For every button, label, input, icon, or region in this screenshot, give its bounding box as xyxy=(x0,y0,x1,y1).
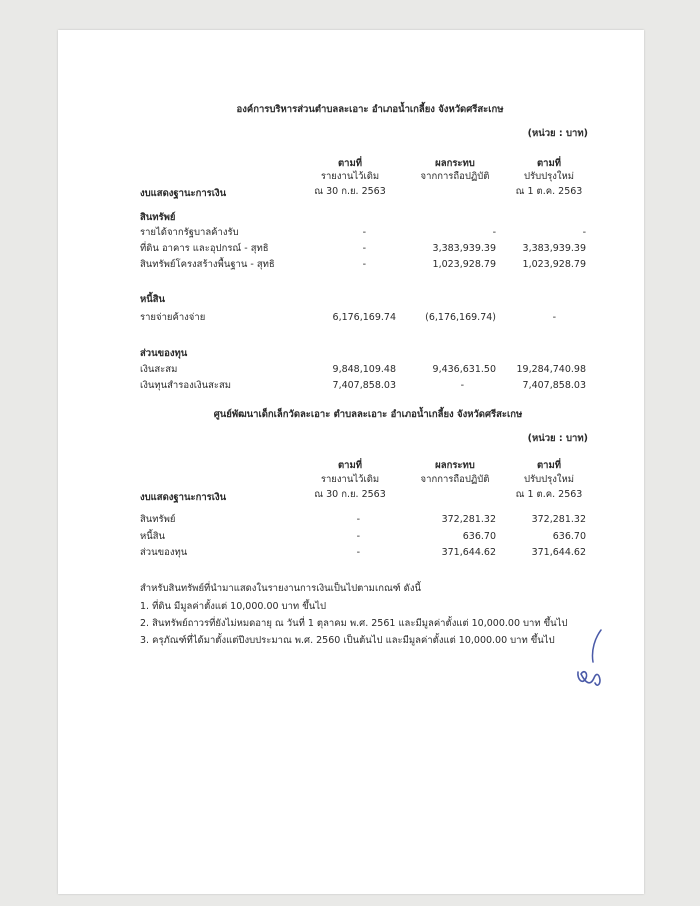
section1-col-original-line3: ณ 30 ก.ย. 2563 xyxy=(314,186,386,197)
row-effect: 3,383,939.39 xyxy=(432,243,496,254)
row-original: 7,407,858.03 xyxy=(332,380,396,391)
row-effect: 372,281.32 xyxy=(441,514,496,525)
row-effect: - xyxy=(460,380,464,391)
row-effect: 1,023,928.79 xyxy=(432,259,496,270)
section1-col-adjusted-line2: ปรับปรุงใหม่ xyxy=(523,171,575,182)
row-adjusted: 1,023,928.79 xyxy=(522,259,586,270)
section1-col-effect-line1: ผลกระทบ xyxy=(435,158,475,169)
row-original: - xyxy=(362,243,366,254)
section1-unit: (หน่วย : บาท) xyxy=(527,128,588,139)
section2-col-effect-line1: ผลกระทบ xyxy=(435,460,475,471)
row-adjusted: 3,383,939.39 xyxy=(522,243,586,254)
row-effect: 636.70 xyxy=(462,531,496,542)
section1-statement-label: งบแสดงฐานะการเงิน xyxy=(140,188,227,199)
section1-title: องค์การบริหารส่วนตำบลละเอาะ อำเภอน้ำเกลี้ยง จังหวัดศรีสะเกษ xyxy=(236,104,504,115)
section1-col-original-line1: ตามที่ xyxy=(337,158,363,169)
row-effect: - xyxy=(492,227,496,238)
row-adjusted: 372,281.32 xyxy=(531,514,586,525)
row-adjusted: 7,407,858.03 xyxy=(522,380,586,391)
section1-col-original-line2: รายงานไว้เดิม xyxy=(320,171,380,182)
row-original: - xyxy=(356,514,360,525)
notes-item-1: 1. ที่ดิน มีมูลค่าตั้งแต่ 10,000.00 บาท ขึ้นไป xyxy=(140,601,326,612)
row-adjusted: - xyxy=(552,312,556,323)
row-label: เงินทุนสำรองเงินสะสม xyxy=(140,380,232,391)
row-label: สินทรัพย์โครงสร้างพื้นฐาน - สุทธิ xyxy=(140,259,275,270)
group-heading-equity: ส่วนของทุน xyxy=(140,348,188,359)
section2-col-adjusted-line3: ณ 1 ต.ค. 2563 xyxy=(515,489,583,500)
notes-item-2: 2. สินทรัพย์ถาวรที่ยังไม่หมดอายุ ณ วันที่ 1 ตุลาคม พ.ศ. 2561 และมีมูลค่าตั้งแต่ 10,000.00 บาท ขึ้นไป xyxy=(140,618,568,629)
section2-col-adjusted-line2: ปรับปรุงใหม่ xyxy=(523,474,575,485)
row-adjusted: 371,644.62 xyxy=(531,547,586,558)
row-original: - xyxy=(356,547,360,558)
section2-title: ศูนย์พัฒนาเด็กเล็กวัดละเอาะ ตำบลละเอาะ อำเภอน้ำเกลี้ยง จังหวัดศรีสะเกษ xyxy=(213,409,523,420)
row-label: ส่วนของทุน xyxy=(140,547,188,558)
row-effect: (6,176,169.74) xyxy=(425,312,496,323)
row-original: 6,176,169.74 xyxy=(332,312,396,323)
section2-col-original-line1: ตามที่ xyxy=(337,460,363,471)
row-label: ที่ดิน อาคาร และอุปกรณ์ - สุทธิ xyxy=(140,243,269,254)
row-original: 9,848,109.48 xyxy=(332,364,396,375)
row-adjusted: 636.70 xyxy=(552,531,586,542)
row-adjusted: - xyxy=(582,227,586,238)
row-label: เงินสะสม xyxy=(140,364,178,375)
row-original: - xyxy=(356,531,360,542)
row-label: หนี้สิน xyxy=(140,531,166,542)
section2-statement-label: งบแสดงฐานะการเงิน xyxy=(140,492,227,503)
row-effect: 9,436,631.50 xyxy=(432,364,496,375)
row-label: รายได้จากรัฐบาลค้างรับ xyxy=(140,227,239,238)
notes-item-3: 3. ครุภัณฑ์ที่ได้มาตั้งแต่ปีงบประมาณ พ.ศ. 2560 เป็นต้นไป และมีมูลค่าตั้งแต่ 10,000.00 บาท ขึ้นไป xyxy=(140,635,555,646)
section2-col-effect-line2: จากการถือปฏิบัติ xyxy=(420,474,490,485)
notes-intro: สำหรับสินทรัพย์ที่นำมาแสดงในรายงานการเงินเป็นไปตามเกณฑ์ ดังนี้ xyxy=(140,583,421,594)
row-original: - xyxy=(362,259,366,270)
row-adjusted: 19,284,740.98 xyxy=(516,364,586,375)
group-heading-assets: สินทรัพย์ xyxy=(140,212,176,223)
row-label: รายจ่ายค้างจ่าย xyxy=(140,312,206,323)
group-heading-liabilities: หนี้สิน xyxy=(140,294,166,305)
section2-col-original-line2: รายงานไว้เดิม xyxy=(320,474,380,485)
section1-col-adjusted-line1: ตามที่ xyxy=(536,158,562,169)
section2-unit: (หน่วย : บาท) xyxy=(527,433,588,444)
signature-mark-icon xyxy=(575,628,607,690)
row-original: - xyxy=(362,227,366,238)
row-effect: 371,644.62 xyxy=(441,547,496,558)
section1-col-adjusted-line3: ณ 1 ต.ค. 2563 xyxy=(515,186,583,197)
handwritten-signature xyxy=(575,628,607,694)
row-label: สินทรัพย์ xyxy=(140,514,176,525)
section2-col-original-line3: ณ 30 ก.ย. 2563 xyxy=(314,489,386,500)
section2-col-adjusted-line1: ตามที่ xyxy=(536,460,562,471)
section1-col-effect-line2: จากการถือปฏิบัติ xyxy=(420,171,490,182)
